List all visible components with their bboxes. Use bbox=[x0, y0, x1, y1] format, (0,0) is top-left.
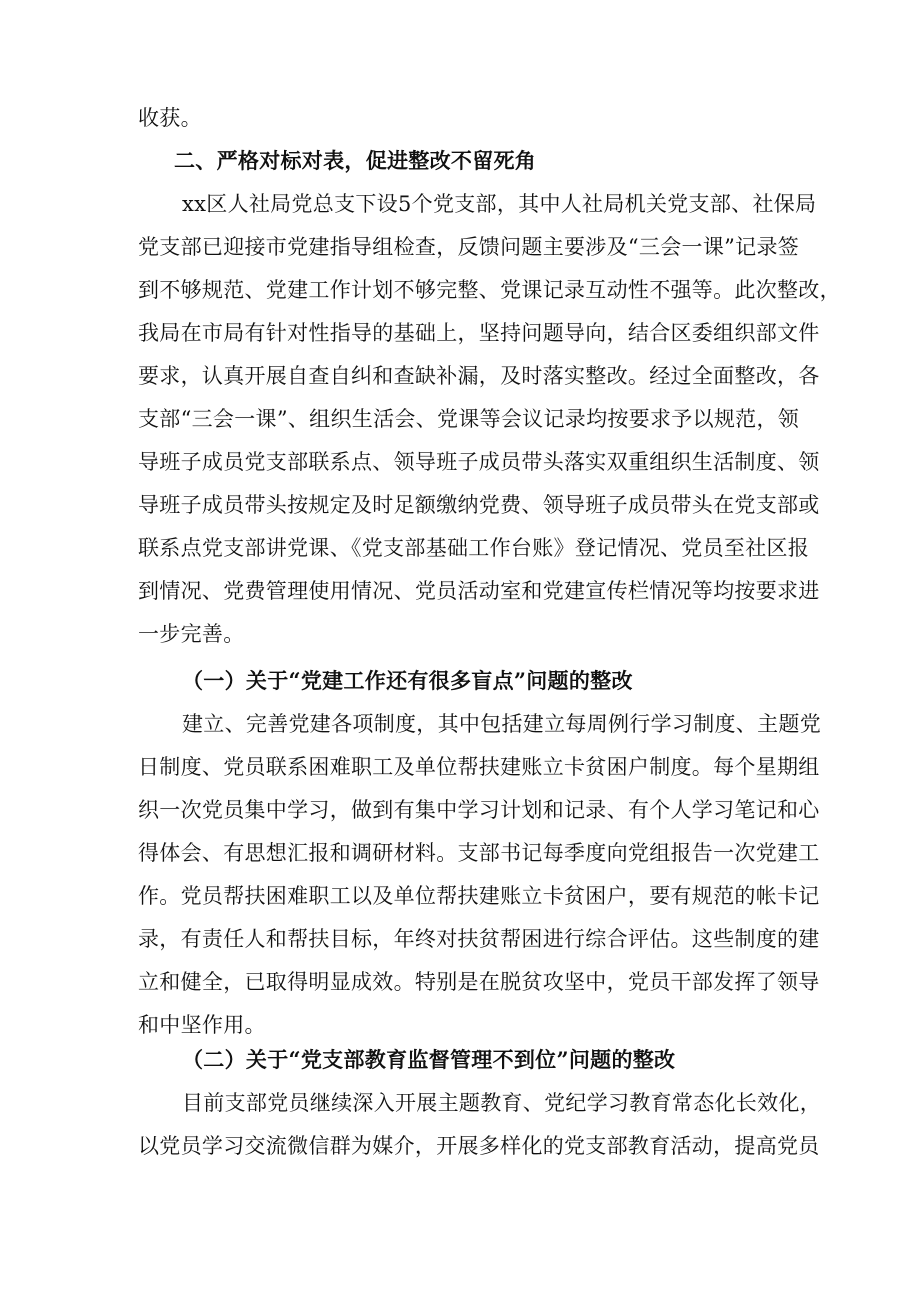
paragraph-line: 立和健全，已取得明显成效。特别是在脱贫攻坚中，党员干部发挥了领导 bbox=[138, 970, 820, 994]
paragraph-line: 到不够规范、党建工作计划不够完整、党课记录互动性不强等。此次整改， bbox=[138, 278, 841, 302]
section-heading: 二、严格对标对表，促进整改不留死角 bbox=[174, 148, 537, 173]
paragraph-line: 和中坚作用。 bbox=[138, 1013, 266, 1037]
paragraph-line: 到情况、党费管理使用情况、党员活动室和党建宣传栏情况等均按要求进 bbox=[138, 579, 820, 603]
paragraph-line: 得体会、有思想汇报和调研材料。支部书记每季度向党组报告一次党建工 bbox=[138, 841, 820, 865]
paragraph-tail: 收获。 bbox=[138, 106, 202, 130]
paragraph-line: 作。党员帮扶困难职工以及单位帮扶建账立卡贫困户，要有规范的帐卡记 bbox=[138, 884, 820, 908]
paragraph-line: 目前支部党员继续深入开展主题教育、党纪学习教育常态化长效化， bbox=[182, 1091, 821, 1115]
paragraph-line: 我局在市局有针对性指导的基础上，坚持问题导向，结合区委组织部文件 bbox=[138, 321, 820, 345]
paragraph-line: 要求，认真开展自查自纠和查缺补漏，及时落实整改。经过全面整改，各 bbox=[138, 364, 820, 388]
paragraph-line: 导班子成员带头按规定及时足额缴纳党费、领导班子成员带头在党支部或 bbox=[138, 493, 820, 517]
paragraph-line: 以党员学习交流微信群为媒介，开展多样化的党支部教育活动，提高党员 bbox=[138, 1134, 820, 1158]
paragraph-line: 党支部已迎接市党建指导组检查，反馈问题主要涉及“三会一课”记录签 bbox=[138, 235, 800, 259]
paragraph-line: 导班子成员党支部联系点、领导班子成员带头落实双重组织生活制度、领 bbox=[138, 450, 820, 474]
paragraph-line: 支部“三会一课”、组织生活会、党课等会议记录均按要求予以规范，领 bbox=[138, 407, 800, 431]
paragraph-line: 织一次党员集中学习，做到有集中学习计划和记录、有个人学习笔记和心 bbox=[138, 798, 820, 822]
paragraph-line: 建立、完善党建各项制度，其中包括建立每周例行学习制度、主题党 bbox=[182, 712, 821, 736]
paragraph-line: xx区人社局党总支下设5个党支部，其中人社局机关党支部、社保局 bbox=[182, 192, 817, 216]
subsection-heading-2: （二）关于“党支部教育监督管理不到位”问题的整改 bbox=[182, 1047, 676, 1072]
paragraph-line: 联系点党支部讲党课、《党支部基础工作台账》登记情况、党员至社区报 bbox=[138, 536, 810, 560]
subsection-heading-1: （一）关于“党建工作还有很多盲点”问题的整改 bbox=[182, 668, 633, 693]
paragraph-line: 一步完善。 bbox=[138, 622, 245, 646]
paragraph-line: 日制度、党员联系困难职工及单位帮扶建账立卡贫困户制度。每个星期组 bbox=[138, 755, 820, 779]
paragraph-line: 录，有责任人和帮扶目标，年终对扶贫帮困进行综合评估。这些制度的建 bbox=[138, 927, 820, 951]
